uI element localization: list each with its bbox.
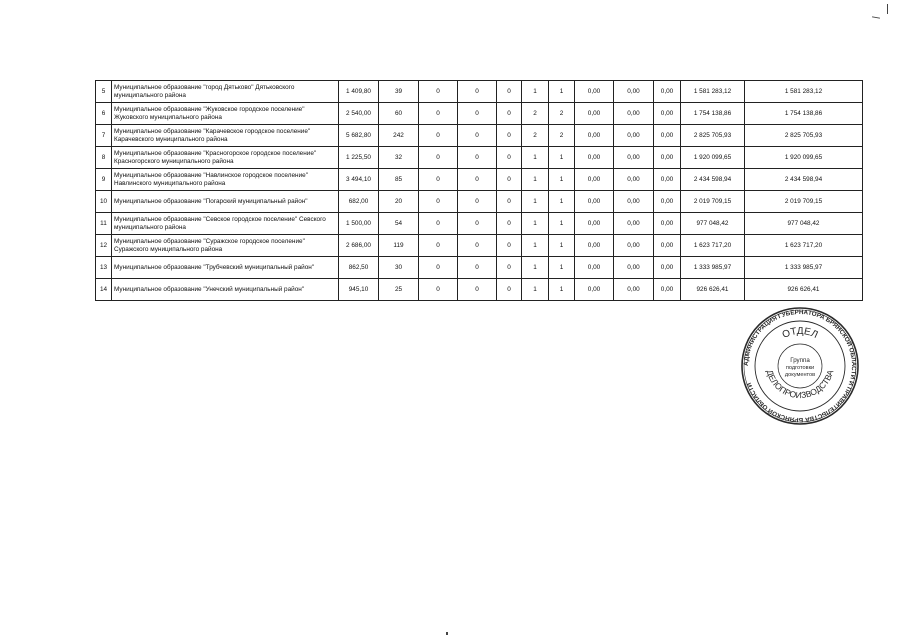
amount-1-cell: 977 048,42	[681, 213, 745, 235]
col-3-cell: 0	[419, 103, 458, 125]
col-6-cell: 1	[522, 257, 549, 279]
row-number-cell: 7	[96, 125, 112, 147]
data-table	[95, 80, 863, 301]
amount-total-cell: 2 434 598,94	[745, 169, 863, 191]
col-3-cell: 0	[419, 213, 458, 235]
col-4-cell: 0	[458, 169, 497, 191]
scan-mark-corner	[887, 4, 888, 14]
col-3-cell: 0	[419, 81, 458, 103]
svg-text:ОТДЕЛ	[781, 326, 820, 341]
amount-1-cell: 1 754 138,86	[681, 103, 745, 125]
col-8-cell: 0,00	[575, 103, 614, 125]
col-4-cell: 0	[458, 103, 497, 125]
col-4-cell: 0	[458, 279, 497, 301]
col-7-cell: 1	[549, 169, 575, 191]
area-value-cell: 2 540,00	[339, 103, 379, 125]
area-value-cell: 1 409,80	[339, 81, 379, 103]
col-7-cell: 2	[549, 125, 575, 147]
amount-1-cell: 2 825 705,93	[681, 125, 745, 147]
table-row	[96, 81, 863, 103]
col-9-cell: 0,00	[614, 125, 654, 147]
amount-total-cell: 1 920 099,65	[745, 147, 863, 169]
amount-total-cell: 1 333 985,97	[745, 257, 863, 279]
amount-1-cell: 1 333 985,97	[681, 257, 745, 279]
col-8-cell: 0,00	[575, 191, 614, 213]
stamp-outer-text: АДМИНИСТРАЦИЯ ГУБЕРНАТОРА БРЯНСКОЙ ОБЛАСТИ И ПРАВИТЕЛЬСТВА БРЯНСКОЙ ОБЛАСТИ	[742, 308, 858, 424]
count-value-cell: 54	[379, 213, 419, 235]
table-row	[96, 103, 863, 125]
col-4-cell: 0	[458, 235, 497, 257]
amount-total-cell: 2 825 705,93	[745, 125, 863, 147]
col-10-cell: 0,00	[654, 257, 681, 279]
col-4-cell: 0	[458, 257, 497, 279]
row-number-cell: 9	[96, 169, 112, 191]
col-4-cell: 0	[458, 125, 497, 147]
col-5-cell: 0	[497, 191, 522, 213]
col-4-cell: 0	[458, 81, 497, 103]
municipality-name-cell: Муниципальное образование "Жуковское городское поселение" Жуковского муниципального района	[112, 103, 339, 125]
col-5-cell: 0	[497, 125, 522, 147]
col-9-cell: 0,00	[614, 235, 654, 257]
scan-mark-bottom	[446, 632, 448, 635]
stamp-bottom-word: ДЕЛОПРОИЗВОДСТВА	[764, 368, 836, 401]
col-4-cell: 0	[458, 147, 497, 169]
col-8-cell: 0,00	[575, 279, 614, 301]
row-number-cell: 12	[96, 235, 112, 257]
col-7-cell: 1	[549, 257, 575, 279]
table-body	[96, 81, 863, 301]
scan-mark-dash	[872, 16, 880, 18]
col-10-cell: 0,00	[654, 169, 681, 191]
stamp-inner-line-3: документов	[784, 372, 816, 378]
col-3-cell: 0	[419, 169, 458, 191]
count-value-cell: 25	[379, 279, 419, 301]
col-8-cell: 0,00	[575, 235, 614, 257]
col-9-cell: 0,00	[614, 169, 654, 191]
amount-total-cell: 977 048,42	[745, 213, 863, 235]
amount-total-cell: 1 581 283,12	[745, 81, 863, 103]
count-value-cell: 32	[379, 147, 419, 169]
col-7-cell: 2	[549, 103, 575, 125]
table-row	[96, 147, 863, 169]
area-value-cell: 945,10	[339, 279, 379, 301]
col-6-cell: 1	[522, 213, 549, 235]
col-9-cell: 0,00	[614, 147, 654, 169]
municipality-name-cell: Муниципальное образование "город Дятьково" Дятьковского муниципального района	[112, 81, 339, 103]
amount-total-cell: 1 754 138,86	[745, 103, 863, 125]
amount-1-cell: 2 434 598,94	[681, 169, 745, 191]
col-5-cell: 0	[497, 81, 522, 103]
col-8-cell: 0,00	[575, 125, 614, 147]
col-3-cell: 0	[419, 125, 458, 147]
col-10-cell: 0,00	[654, 191, 681, 213]
table-row	[96, 191, 863, 213]
count-value-cell: 119	[379, 235, 419, 257]
col-9-cell: 0,00	[614, 191, 654, 213]
count-value-cell: 85	[379, 169, 419, 191]
col-10-cell: 0,00	[654, 125, 681, 147]
row-number-cell: 10	[96, 191, 112, 213]
row-number-cell: 11	[96, 213, 112, 235]
col-6-cell: 1	[522, 279, 549, 301]
area-value-cell: 3 494,10	[339, 169, 379, 191]
table-row	[96, 257, 863, 279]
col-8-cell: 0,00	[575, 213, 614, 235]
col-6-cell: 1	[522, 191, 549, 213]
col-5-cell: 0	[497, 213, 522, 235]
col-9-cell: 0,00	[614, 103, 654, 125]
municipality-name-cell: Муниципальное образование "Карачевское городское поселение" Карачевского муниципального района	[112, 125, 339, 147]
col-6-cell: 1	[522, 81, 549, 103]
amount-1-cell: 1 623 717,20	[681, 235, 745, 257]
row-number-cell: 13	[96, 257, 112, 279]
col-3-cell: 0	[419, 147, 458, 169]
municipality-name-cell: Муниципальное образование "Унечский муниципальный район"	[112, 279, 339, 301]
table-row	[96, 169, 863, 191]
col-7-cell: 1	[549, 147, 575, 169]
amount-1-cell: 2 019 709,15	[681, 191, 745, 213]
col-10-cell: 0,00	[654, 147, 681, 169]
area-value-cell: 5 682,80	[339, 125, 379, 147]
area-value-cell: 2 686,00	[339, 235, 379, 257]
table-row	[96, 279, 863, 301]
col-6-cell: 2	[522, 103, 549, 125]
col-6-cell: 1	[522, 235, 549, 257]
col-5-cell: 0	[497, 169, 522, 191]
col-7-cell: 1	[549, 279, 575, 301]
stamp-inner-line-1: Группа	[790, 357, 810, 364]
row-number-cell: 6	[96, 103, 112, 125]
col-5-cell: 0	[497, 235, 522, 257]
count-value-cell: 20	[379, 191, 419, 213]
col-7-cell: 1	[549, 81, 575, 103]
municipality-name-cell: Муниципальное образование "Севское городское поселение" Севского муниципального района	[112, 213, 339, 235]
col-10-cell: 0,00	[654, 235, 681, 257]
col-3-cell: 0	[419, 257, 458, 279]
official-stamp	[740, 306, 860, 426]
col-10-cell: 0,00	[654, 81, 681, 103]
municipality-name-cell: Муниципальное образование "Суражское городское поселение" Суражского муниципального района	[112, 235, 339, 257]
amount-1-cell: 1 920 099,65	[681, 147, 745, 169]
col-10-cell: 0,00	[654, 213, 681, 235]
col-5-cell: 0	[497, 103, 522, 125]
table-row	[96, 125, 863, 147]
municipality-name-cell: Муниципальное образование "Погарский муниципальный район"	[112, 191, 339, 213]
col-8-cell: 0,00	[575, 147, 614, 169]
amount-total-cell: 926 626,41	[745, 279, 863, 301]
col-7-cell: 1	[549, 191, 575, 213]
col-3-cell: 0	[419, 235, 458, 257]
col-7-cell: 1	[549, 213, 575, 235]
row-number-cell: 5	[96, 81, 112, 103]
col-5-cell: 0	[497, 147, 522, 169]
table-row	[96, 213, 863, 235]
col-9-cell: 0,00	[614, 81, 654, 103]
row-number-cell: 8	[96, 147, 112, 169]
col-3-cell: 0	[419, 279, 458, 301]
stamp-inner-line-2: подготовки	[785, 365, 815, 371]
col-8-cell: 0,00	[575, 257, 614, 279]
row-number-cell: 14	[96, 279, 112, 301]
table-row	[96, 235, 863, 257]
area-value-cell: 1 500,00	[339, 213, 379, 235]
col-4-cell: 0	[458, 191, 497, 213]
stamp-top-word: ОТДЕЛ	[780, 325, 820, 341]
col-9-cell: 0,00	[614, 279, 654, 301]
area-value-cell: 1 225,50	[339, 147, 379, 169]
amount-1-cell: 1 581 283,12	[681, 81, 745, 103]
municipality-name-cell: Муниципальное образование "Навлинское городское поселение" Навлинского муниципального района	[112, 169, 339, 191]
count-value-cell: 60	[379, 103, 419, 125]
col-10-cell: 0,00	[654, 103, 681, 125]
col-10-cell: 0,00	[654, 279, 681, 301]
col-9-cell: 0,00	[614, 257, 654, 279]
col-6-cell: 1	[522, 169, 549, 191]
col-5-cell: 0	[497, 279, 522, 301]
municipality-name-cell: Муниципальное образование "Красногорское городское поселение" Красногорского муниципального района	[112, 147, 339, 169]
municipality-name-cell: Муниципальное образование "Трубчевский муниципальный район"	[112, 257, 339, 279]
area-value-cell: 862,50	[339, 257, 379, 279]
col-6-cell: 2	[522, 125, 549, 147]
amount-total-cell: 1 623 717,20	[745, 235, 863, 257]
area-value-cell: 682,00	[339, 191, 379, 213]
col-3-cell: 0	[419, 191, 458, 213]
col-6-cell: 1	[522, 147, 549, 169]
col-4-cell: 0	[458, 213, 497, 235]
count-value-cell: 242	[379, 125, 419, 147]
col-9-cell: 0,00	[614, 213, 654, 235]
col-5-cell: 0	[497, 257, 522, 279]
count-value-cell: 30	[379, 257, 419, 279]
count-value-cell: 39	[379, 81, 419, 103]
col-8-cell: 0,00	[575, 169, 614, 191]
amount-total-cell: 2 019 709,15	[745, 191, 863, 213]
amount-1-cell: 926 626,41	[681, 279, 745, 301]
col-8-cell: 0,00	[575, 81, 614, 103]
col-7-cell: 1	[549, 235, 575, 257]
